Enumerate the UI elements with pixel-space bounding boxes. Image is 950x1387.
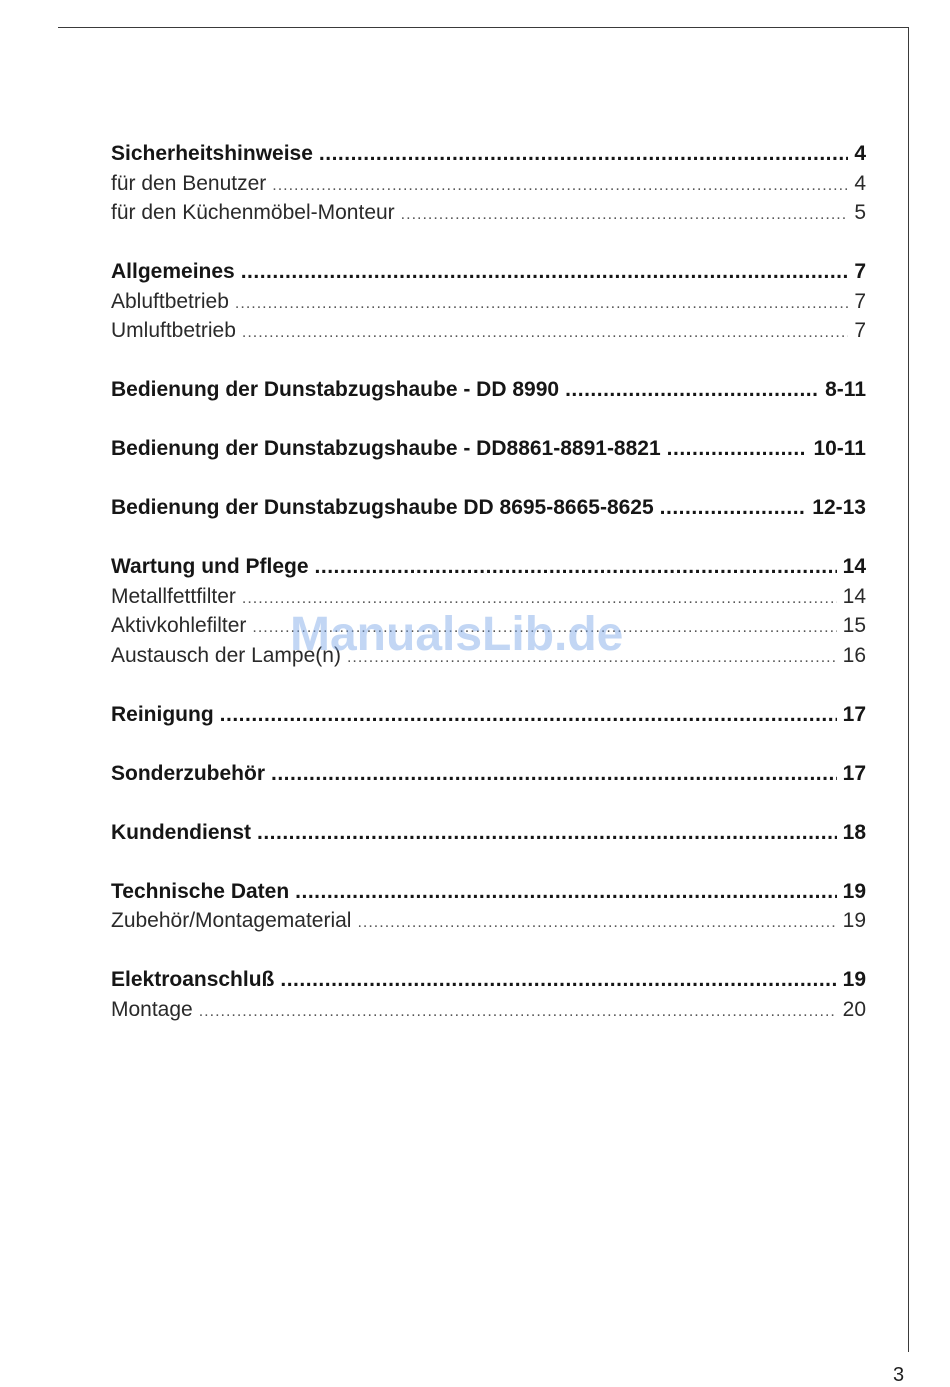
- toc-leader-dots: [271, 759, 837, 789]
- toc-entry-page: 7: [854, 260, 866, 283]
- toc-leader-dots: [257, 818, 837, 848]
- toc-subentry-page: 7: [854, 289, 866, 313]
- toc-entry-title: Bedienung der Dunstabzugshaube - DD8861-8891-8821: [111, 437, 661, 460]
- toc-leader-dots: [319, 139, 848, 169]
- toc-subentry-zubehoer-montagematerial[interactable]: [111, 906, 866, 936]
- toc-entry-wartung-pflege[interactable]: [111, 552, 866, 582]
- toc-entry-bedienung-dd8861[interactable]: [111, 434, 866, 464]
- toc-subentry-umluftbetrieb[interactable]: [111, 316, 866, 346]
- toc-entry-page: 12-13: [812, 496, 866, 519]
- toc-subentry-title: für den Küchenmöbel-Monteur: [111, 201, 395, 224]
- toc-leader-dots: [565, 375, 819, 405]
- toc-entry-title: Sonderzubehör: [111, 761, 266, 785]
- toc-entry-title: Reinigung: [111, 702, 214, 726]
- toc-leader-dots: [235, 289, 848, 319]
- toc-leader-dots: [272, 171, 848, 201]
- toc-entry-sicherheitshinweise[interactable]: [111, 139, 866, 169]
- toc-subentry-title: Abluftbetrieb: [111, 289, 229, 313]
- toc-subentry-title: Umluftbetrieb: [111, 319, 236, 342]
- page-number: 3: [893, 1364, 905, 1386]
- toc-subentry-page: 15: [842, 614, 866, 637]
- toc-entry-page: 17: [842, 702, 866, 726]
- toc-entry-technische-daten[interactable]: [111, 877, 866, 907]
- toc-entry-title: Bedienung der Dunstabzugshaube - DD 8990: [111, 378, 560, 401]
- toc-subentry-title: Metallfettfilter: [111, 584, 236, 608]
- frame-right-rule: [908, 27, 909, 1352]
- toc-leader-dots: [242, 318, 848, 348]
- toc-entry-bedienung-dd8695[interactable]: [111, 493, 866, 523]
- toc-subentry-title: Austausch der Lampe(n): [111, 643, 341, 667]
- toc-subentry-abluftbetrieb[interactable]: [111, 287, 866, 317]
- toc-subentry-page: 7: [854, 319, 866, 342]
- toc-entry-page: 4: [854, 142, 866, 165]
- toc-entry-page: 8-11: [825, 378, 866, 401]
- toc-leader-dots: [315, 552, 837, 582]
- toc-subentry-page: 5: [854, 201, 866, 224]
- toc-entry-bedienung-dd8990[interactable]: [111, 375, 866, 405]
- toc-subentry-title: für den Benutzer: [111, 171, 267, 195]
- toc-leader-dots: [295, 877, 836, 907]
- toc-leader-dots: [667, 434, 808, 464]
- toc-entry-title: Allgemeines: [111, 260, 235, 283]
- toc-leader-dots: [401, 200, 849, 230]
- table-of-contents: [111, 139, 866, 1024]
- toc-subentry-page: 20: [842, 997, 866, 1021]
- toc-subentry-benutzer[interactable]: [111, 169, 866, 199]
- toc-entry-allgemeines[interactable]: [111, 257, 866, 287]
- frame-top-rule: [58, 27, 909, 28]
- toc-entry-title: Sicherheitshinweise: [111, 142, 313, 165]
- toc-entry-title: Wartung und Pflege: [111, 555, 309, 578]
- toc-subentry-page: 4: [854, 171, 866, 195]
- toc-leader-dots: [241, 257, 849, 287]
- toc-leader-dots: [280, 965, 836, 995]
- toc-subentry-page: 19: [842, 909, 866, 932]
- toc-leader-dots: [199, 997, 837, 1027]
- toc-entry-title: Bedienung der Dunstabzugshaube DD 8695-8665-8625: [111, 496, 654, 519]
- toc-entry-title: Elektroanschluß: [111, 968, 275, 991]
- toc-entry-title: Kundendienst: [111, 820, 251, 844]
- toc-leader-dots: [220, 700, 837, 730]
- toc-subentry-montage[interactable]: [111, 995, 866, 1025]
- toc-entry-page: 17: [842, 761, 866, 785]
- toc-subentry-title: Aktivkohlefilter: [111, 614, 247, 637]
- toc-entry-sonderzubehoer[interactable]: [111, 759, 866, 789]
- watermark: ManualsLib.de: [290, 608, 624, 661]
- toc-entry-elektroanschluss[interactable]: [111, 965, 866, 995]
- toc-subentry-kuechenmoebel-monteur[interactable]: [111, 198, 866, 228]
- toc-subentry-title: Montage: [111, 997, 193, 1021]
- toc-subentry-title: Zubehör/Montagematerial: [111, 909, 352, 932]
- toc-subentry-page: 16: [842, 643, 866, 667]
- toc-entry-page: 10-11: [813, 437, 866, 460]
- toc-entry-page: 19: [842, 968, 866, 991]
- toc-entry-title: Technische Daten: [111, 879, 290, 903]
- toc-entry-page: 14: [842, 555, 866, 578]
- toc-entry-page: 18: [842, 820, 866, 844]
- toc-entry-reinigung[interactable]: [111, 700, 866, 730]
- toc-entry-page: 19: [842, 879, 866, 903]
- toc-leader-dots: [660, 493, 807, 523]
- toc-entry-kundendienst[interactable]: [111, 818, 866, 848]
- toc-subentry-page: 14: [842, 584, 866, 608]
- toc-leader-dots: [357, 908, 836, 938]
